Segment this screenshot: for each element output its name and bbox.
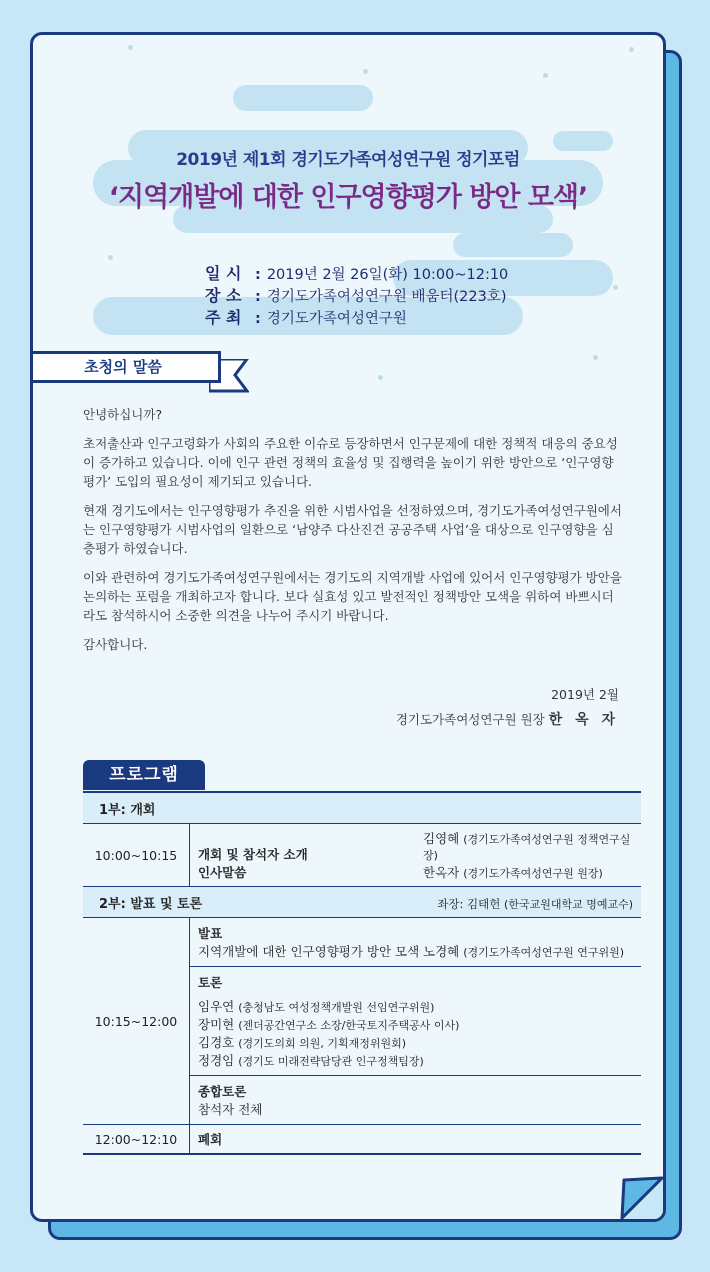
letter-paragraph: 안녕하십니까? xyxy=(83,407,163,422)
person-name: 한옥자 xyxy=(423,865,460,880)
signature-line xyxy=(396,709,619,729)
letter-paragraph: 이와 관련하여 경기도가족여성연구원에서는 경기도의 지역개발 사업에 있어서 인구영향평가 방안을 논의하는 포럼을 개최하고자 합니다. 보다 실효성 있고 발전적인 정책방안 모색을 위하여 바쁘시더라도 참석하시어 소중한 의견을 나누어 주시기 바랍니다. xyxy=(83,570,622,623)
presentation-title: 발표 xyxy=(198,926,223,941)
decor-dot xyxy=(613,285,618,290)
decor-dot xyxy=(629,47,634,52)
discussant-role: (경기도 미래전략담당관 인구정책팀장) xyxy=(238,1055,424,1068)
time-cell: 12:00~12:10 xyxy=(83,1125,190,1155)
decor-dot xyxy=(378,375,383,380)
info-label: 일 시 xyxy=(205,264,242,283)
event-info xyxy=(205,263,508,329)
person-role: (경기도가족여성연구원 정책연구실장) xyxy=(423,833,631,862)
person-line xyxy=(423,863,633,881)
discussant-line xyxy=(198,1051,633,1069)
discussant-role: (젠더공간연구소 소장/한국토지주택공사 이사) xyxy=(238,1019,460,1032)
chair-info xyxy=(437,896,633,912)
info-value: 경기도가족여성연구원 배움터(223호) xyxy=(266,289,507,305)
discussant-role: (충청남도 여성정책개발원 선임연구위원) xyxy=(238,1001,435,1014)
info-colon: : xyxy=(255,311,261,327)
info-row-date xyxy=(205,263,508,285)
general-title: 종합토론 xyxy=(198,1084,247,1099)
discussant-line xyxy=(198,1033,633,1051)
signer-title: 경기도가족여성연구원 원장 xyxy=(395,712,545,727)
info-colon: : xyxy=(255,289,261,305)
discussant-name: 임우연 xyxy=(198,999,235,1014)
discussant-role: (경기도의회 의원, 기획재정위원회) xyxy=(238,1037,407,1050)
letter-paragraph: 감사합니다. xyxy=(83,637,148,652)
person-name: 김영혜 xyxy=(423,831,460,846)
decor-dot xyxy=(108,255,113,260)
presentation-row xyxy=(198,942,633,960)
discussion-title: 토론 xyxy=(198,975,223,990)
info-value: 2019년 2월 26일(화) 10:00~12:10 xyxy=(266,267,509,283)
discussant-name: 김경호 xyxy=(198,1035,235,1050)
info-row-host xyxy=(205,307,508,329)
invitation-letter xyxy=(83,405,625,664)
table-row xyxy=(83,918,641,1125)
chair-label: 좌장: 김태헌 xyxy=(437,896,501,911)
letter-paragraph: 현재 경기도에서는 인구영향평가 추진을 위한 시범사업을 선정하였으며, 경기도가족여성연구원에서는 인구영향평가 시범사업의 일환으로 ‘남양주 다산진건 공공주택 사업’을 대상으로 인구영향을 심층평가 하였습니다. xyxy=(83,503,622,556)
person-line xyxy=(423,829,633,863)
discussant-line xyxy=(198,997,633,1015)
signature-block xyxy=(396,685,619,729)
info-colon: : xyxy=(255,267,261,283)
section-title: 1부: 개회 xyxy=(83,792,641,824)
table-row xyxy=(83,1125,641,1155)
presenter-role: (경기도가족여성연구원 연구위원) xyxy=(463,946,625,959)
table-row xyxy=(83,824,641,887)
discussion-block xyxy=(190,967,641,1076)
info-row-place xyxy=(205,285,508,307)
signature-date: 2019년 2월 xyxy=(551,687,619,702)
decor-dot xyxy=(543,73,548,78)
program-tag: 프로그램 xyxy=(83,760,205,790)
section-header-row xyxy=(99,893,633,912)
opening-people xyxy=(423,829,633,881)
opening-items xyxy=(198,845,308,881)
decor-cloud xyxy=(453,233,573,257)
info-label: 주 최 xyxy=(205,308,242,327)
section-row xyxy=(83,792,641,824)
opening-item: 인사말씀 xyxy=(198,865,247,880)
general-discussion-block xyxy=(190,1076,641,1124)
chair-role: (한국교원대학교 명예교수) xyxy=(504,897,633,911)
closing-title: 폐회 xyxy=(190,1125,642,1155)
info-label: 장 소 xyxy=(205,286,242,305)
section-header xyxy=(83,887,641,918)
time-cell: 10:00~10:15 xyxy=(83,824,190,887)
content-row xyxy=(198,829,633,881)
presenter-name: 노경혜 xyxy=(423,944,460,959)
page-fold-icon xyxy=(618,1174,666,1222)
presentation-block xyxy=(190,918,641,967)
section-row xyxy=(83,887,641,918)
forum-title: ‘지역개발에 대한 인구영향평가 방안 모색’ xyxy=(108,182,588,213)
forum-subtitle: 2019년 제1회 경기도가족여성연구원 정기포럼 xyxy=(176,150,520,170)
section-title: 2부: 발표 및 토론 xyxy=(99,896,203,912)
signer-name: 한 옥 자 xyxy=(548,712,619,728)
time-cell: 10:15~12:00 xyxy=(83,918,190,1125)
discussant-line xyxy=(198,1015,633,1033)
decor-cloud xyxy=(233,85,373,111)
presenter-line xyxy=(423,942,633,960)
presentation-topic: 지역개발에 대한 인구영향평가 방안 모색 xyxy=(198,944,420,959)
person-role: (경기도가족여성연구원 원장) xyxy=(463,867,603,880)
invitation-tag: 초청의 말씀 xyxy=(30,351,221,383)
content-cell xyxy=(190,824,642,887)
program-table xyxy=(83,791,641,1155)
decor-dot xyxy=(128,45,133,50)
poster-paper xyxy=(30,32,666,1222)
decor-dot xyxy=(593,355,598,360)
info-value: 경기도가족여성연구원 xyxy=(266,311,407,327)
discussant-name: 정경임 xyxy=(198,1053,235,1068)
decor-dot xyxy=(363,69,368,74)
discussant-name: 장미현 xyxy=(198,1017,235,1032)
content-cell xyxy=(190,918,642,1125)
letter-paragraph: 초저출산과 인구고령화가 사회의 주요한 이슈로 등장하면서 인구문제에 대한 정책적 대응의 중요성이 증가하고 있습니다. 이에 인구 관련 정책의 효율성 및 집행력을 높이기 위한 방안으로 ‘인구영향평가’ 도입의 필요성이 제기되고 있습니다. xyxy=(83,436,618,489)
opening-item: 개회 및 참석자 소개 xyxy=(198,847,308,862)
general-desc: 참석자 전체 xyxy=(198,1102,263,1117)
